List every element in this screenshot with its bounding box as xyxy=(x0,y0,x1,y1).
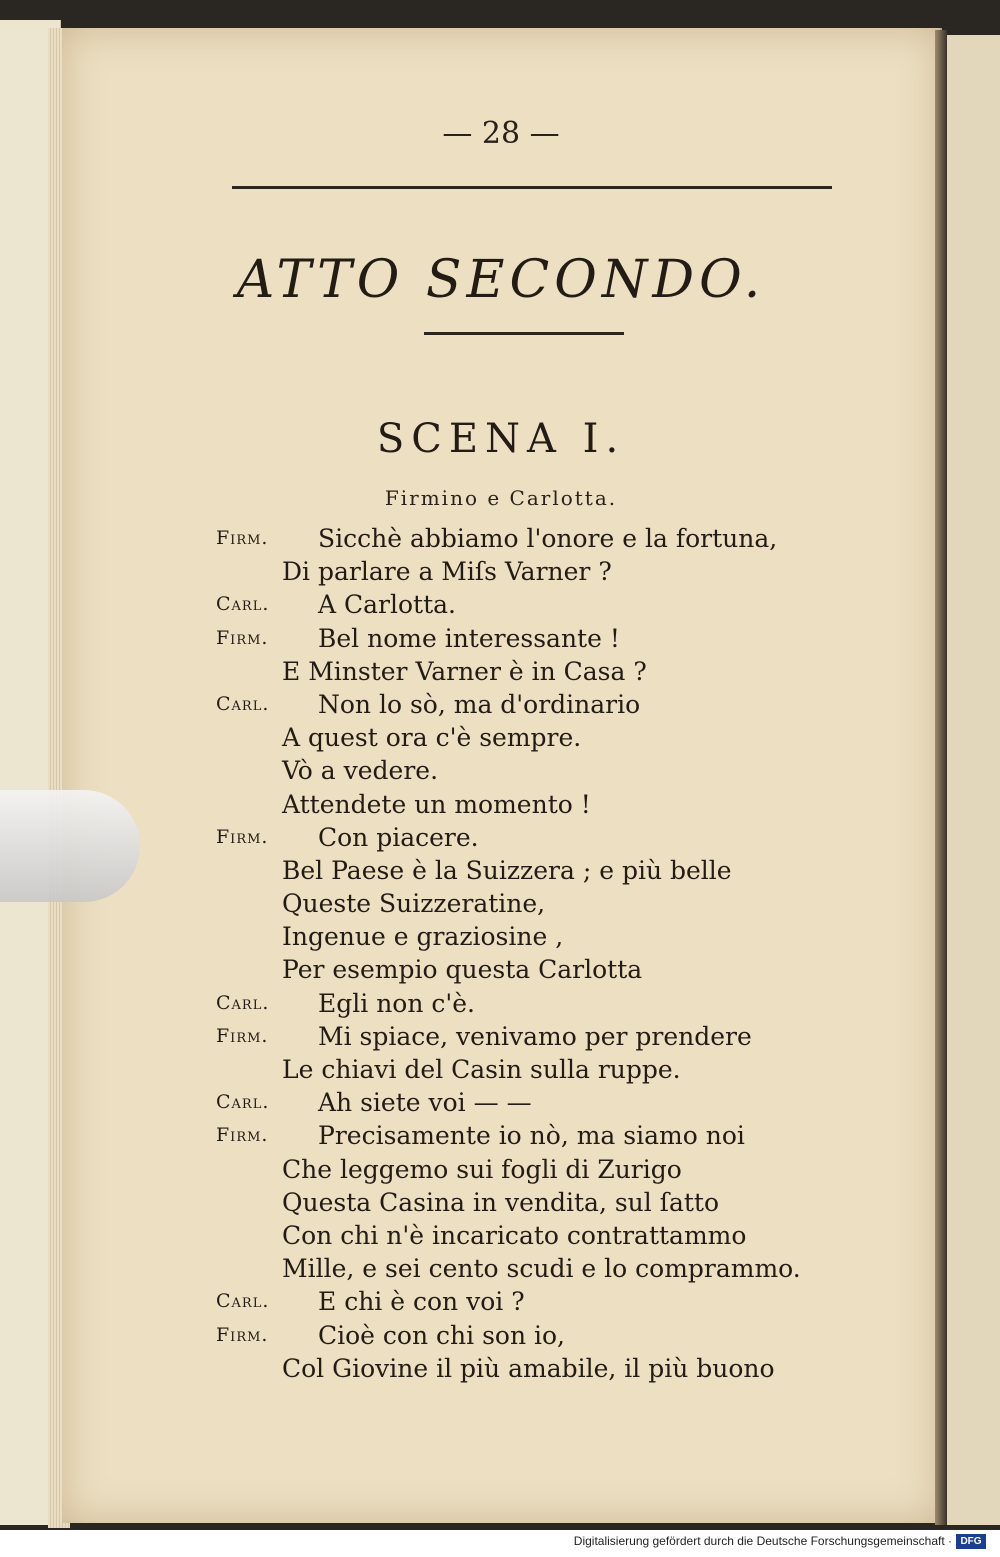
verse-text: Ingenue e graziosine , xyxy=(282,922,564,952)
dialogue-line xyxy=(216,1086,926,1119)
speaker-label: Carl. xyxy=(216,692,270,715)
dialogue-line xyxy=(216,1252,926,1285)
dfg-logo: DFG xyxy=(956,1534,986,1549)
verse-text: Per esempio questa Carlotta xyxy=(282,955,643,985)
speaker-label: Carl. xyxy=(216,1091,270,1114)
title-rule xyxy=(424,332,624,335)
verse-text: Non lo sò, ma d'ordinario xyxy=(318,689,641,719)
dialogue-line xyxy=(216,655,926,688)
verse-text: A quest ora c'è sempre. xyxy=(282,723,582,753)
verse-text: Sicchè abbiamo l'onore e la fortuna, xyxy=(318,524,778,553)
speaker-label: Firm. xyxy=(216,1323,269,1346)
dialogue-line xyxy=(216,1020,926,1053)
dialogue-line xyxy=(216,1319,926,1352)
page-clip xyxy=(0,790,140,902)
verse-text: Che leggemo sui fogli di Zurigo xyxy=(282,1154,682,1184)
verse-text: E chi è con voi ? xyxy=(318,1287,525,1317)
speaker-label: Firm. xyxy=(216,1124,269,1147)
speaker-label: Carl. xyxy=(216,1290,270,1313)
scene-title: SCENA I. xyxy=(376,416,626,462)
speaker-label: Firm. xyxy=(216,825,269,848)
dialogue-line xyxy=(216,953,926,986)
dialogue-line xyxy=(216,1219,926,1252)
verse-text: Vò a vedere. xyxy=(282,756,439,786)
verse-text: Mi spiace, venivamo per prendere xyxy=(318,1021,752,1051)
verse-text: Con chi n'è incaricato contrattammo xyxy=(282,1220,747,1250)
verse-text: Di parlare a Miſs Varner ? xyxy=(282,557,612,587)
verse-text: Mille, e sei cento scudi e lo comprammo. xyxy=(282,1254,801,1284)
dialogue-line xyxy=(216,920,926,953)
dialogue-lines xyxy=(216,522,926,1385)
page-number: — 28 — xyxy=(442,116,560,151)
speaker-label: Firm. xyxy=(216,626,269,649)
dialogue-line xyxy=(216,854,926,887)
facing-page-edge xyxy=(940,35,1000,1525)
dialogue-line xyxy=(216,1285,926,1318)
speaker-label: Firm. xyxy=(216,527,269,549)
dialogue-line xyxy=(216,788,926,821)
funding-notice: Digitalisierung gefördert durch die Deutsche Forschungsgemeinschaft · xyxy=(573,1534,952,1548)
book-page xyxy=(62,28,942,1523)
dialogue-line xyxy=(216,1352,926,1385)
dialogue-line xyxy=(216,688,926,721)
dialogue-line xyxy=(216,821,926,854)
verse-text: Precisamente io nò, ma siamo noi xyxy=(318,1121,745,1151)
verse-text: Cioè con chi son io, xyxy=(318,1320,565,1350)
act-title: ATTO SECONDO. xyxy=(236,250,766,310)
dialogue-line xyxy=(216,522,926,555)
verse-text: Egli non c'è. xyxy=(318,988,476,1018)
speaker-label: Carl. xyxy=(216,991,270,1014)
dialogue-line xyxy=(216,588,926,621)
dialogue-line xyxy=(216,1119,926,1152)
verse-text: Queste Suizzeratine, xyxy=(282,889,546,919)
dialogue-line xyxy=(216,1153,926,1186)
verse-text: Bel nome interessante ! xyxy=(318,623,620,653)
verse-text: Bel Paese è la Suizzera ; e più belle xyxy=(282,855,732,885)
dialogue-line xyxy=(216,1053,926,1086)
verse-text: Ah siete voi — — xyxy=(318,1088,532,1118)
dialogue-line xyxy=(216,721,926,754)
header-rule xyxy=(232,186,832,189)
characters-line: Firmino e Carlotta. xyxy=(384,486,618,510)
footer-bar xyxy=(0,1530,1000,1557)
dialogue-line xyxy=(216,1186,926,1219)
verse-text: Col Giovine il più amabile, il più buono xyxy=(282,1353,775,1383)
verse-text: E Minster Varner è in Casa ? xyxy=(282,656,647,686)
dialogue-line xyxy=(216,622,926,655)
book-gutter xyxy=(935,30,947,1525)
dialogue-line xyxy=(216,887,926,920)
speaker-label: Carl. xyxy=(216,593,270,616)
verse-text: Le chiavi del Casin sulla ruppe. xyxy=(282,1055,681,1084)
dialogue-line xyxy=(216,987,926,1020)
verse-text: Con piacere. xyxy=(318,822,479,852)
dialogue-line xyxy=(216,555,926,588)
speaker-label: Firm. xyxy=(216,1024,269,1047)
verse-text: A Carlotta. xyxy=(318,590,456,620)
dialogue-line xyxy=(216,754,926,787)
verse-text: Questa Casina in vendita, sul ſatto xyxy=(282,1187,720,1217)
verse-text: Attendete un momento ! xyxy=(282,789,591,819)
